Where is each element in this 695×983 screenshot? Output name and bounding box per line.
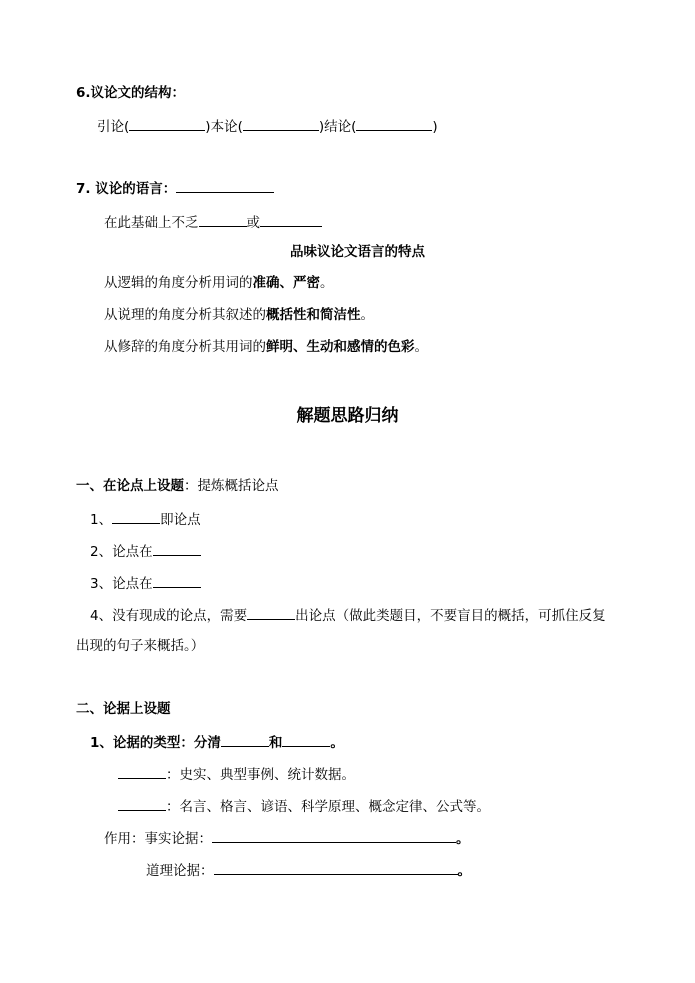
reason-evidence-blank[interactable]	[214, 860, 458, 875]
structure-line	[97, 116, 438, 136]
use-label: 道理论据：	[146, 863, 214, 879]
item4-blank[interactable]	[247, 605, 295, 620]
main-title: 解题思路归纳	[296, 406, 399, 426]
item-text: 2、论点在	[90, 544, 153, 560]
body-blank[interactable]	[243, 116, 319, 131]
item-text: 3、论点在	[90, 576, 153, 592]
language-text-or: 或	[246, 215, 260, 231]
language-point-3	[104, 338, 428, 356]
part2-type-1	[118, 764, 355, 784]
part1-item-4	[90, 605, 606, 625]
section6-heading: 6.议论文的结构：	[76, 85, 186, 101]
part1-heading	[76, 477, 279, 495]
point-end: 。	[360, 307, 374, 323]
point-text: 从修辞的角度分析其用词的	[104, 339, 266, 355]
point-bold: 准确、严密	[252, 275, 320, 291]
use-end: 。	[457, 863, 471, 879]
language-subtitle: 品味议论文语言的特点	[290, 244, 425, 260]
type-text: ：史实、典型事例、统计数据。	[166, 767, 355, 783]
part1-item-4-cont: 出现的句子来概括。）	[76, 638, 205, 654]
item1-blank[interactable]	[112, 509, 160, 524]
part1-item-1	[90, 509, 201, 529]
item3-blank[interactable]	[153, 573, 201, 588]
part1-item-2	[90, 541, 201, 561]
intro-blank[interactable]	[129, 116, 205, 131]
language-text-a: 在此基础上不乏	[104, 215, 199, 231]
intro-label: 引论	[97, 119, 124, 135]
item-text: 4、没有现成的论点，需要	[90, 608, 248, 624]
section7-heading: 7. 议论的语言：	[76, 181, 177, 197]
part2-use-1	[104, 828, 470, 848]
q1-blank-1[interactable]	[221, 732, 269, 747]
type1-blank[interactable]	[118, 764, 166, 779]
part1-heading-bold: 一、在论点上设题	[76, 478, 184, 494]
type-text: ：名言、格言、谚语、科学原理、概念定律、公式等。	[166, 799, 490, 815]
point-bold: 鲜明、生动和感情的色彩	[266, 339, 415, 355]
use-label: 作用：事实论据：	[104, 831, 212, 847]
conclusion-label: 结论	[324, 119, 352, 135]
fact-evidence-blank[interactable]	[212, 828, 456, 843]
point-text: 从逻辑的角度分析用词的	[104, 275, 253, 291]
q1-text: 1、论据的类型：分清	[90, 735, 221, 751]
point-end: 。	[414, 339, 428, 355]
paren-open: (	[237, 119, 243, 135]
paren-close: )	[205, 119, 211, 135]
part2-heading: 二、论据上设题	[76, 701, 171, 717]
part2-type-2	[118, 796, 490, 816]
language-blank[interactable]	[176, 178, 274, 193]
item2-blank[interactable]	[153, 541, 201, 556]
part2-use-2	[146, 860, 471, 880]
conclusion-blank[interactable]	[356, 116, 432, 131]
language-line	[104, 212, 322, 232]
paren-close: )	[432, 119, 438, 135]
language-point-2	[104, 306, 374, 324]
language-blank-2[interactable]	[260, 212, 322, 227]
point-end: 。	[320, 275, 334, 291]
q1-end: 。	[330, 735, 344, 751]
q1-and: 和	[268, 735, 283, 751]
point-text: 从说理的角度分析其叙述的	[104, 307, 266, 323]
paren-open: (	[124, 119, 130, 135]
item-number: 1、	[90, 512, 113, 528]
paren-close: )	[318, 119, 325, 135]
q1-blank-2[interactable]	[282, 732, 330, 747]
part1-heading-rest: ：提炼概括论点	[184, 478, 279, 494]
type2-blank[interactable]	[118, 796, 166, 811]
section7-heading-line	[76, 178, 274, 198]
paren-open: (	[351, 119, 357, 135]
language-blank-1[interactable]	[199, 212, 247, 227]
item-text: 即论点	[160, 512, 201, 528]
body-label: 本论	[210, 119, 238, 135]
point-bold: 概括性和简洁性	[266, 307, 361, 323]
language-point-1	[104, 274, 334, 292]
part2-q1	[90, 732, 344, 752]
use-end: 。	[456, 831, 470, 847]
part1-item-3	[90, 573, 201, 593]
item-text: 出论点（做此类题目，不要盲目的概括，可抓住反复	[295, 608, 606, 624]
